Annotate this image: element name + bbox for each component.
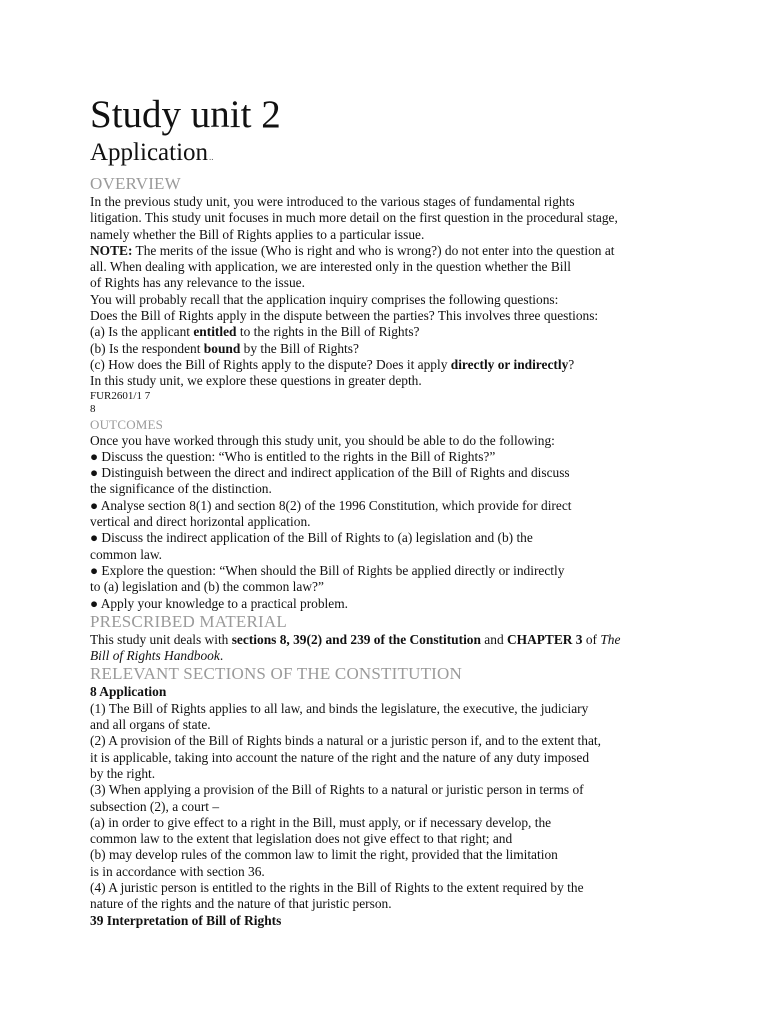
prescribed-heading: PRESCRIBED MATERIAL (90, 611, 287, 631)
outcomes-line: ● Discuss the indirect application of the Bill of Rights to (a) legislation and (b) the (90, 530, 533, 546)
outcomes-line: ● Explore the question: “When should the Bill of Rights be applied directly or indirectly (90, 562, 565, 578)
overview-line: all. When dealing with application, we are interested only in the question whether the Bill (90, 259, 571, 275)
outcomes-line: vertical and direct horizontal application. (90, 514, 311, 530)
outcomes-line: the significance of the distinction. (90, 481, 272, 497)
prescribed-book-title-end: Bill of Rights Handbook (90, 648, 220, 664)
outcomes-heading: OUTCOMES (90, 416, 164, 432)
note-text: The merits of the issue (Who is right and who is wrong?) do not enter into the question at (132, 242, 615, 258)
note-line (90, 243, 668, 259)
prescribed-pre: This study unit deals with (90, 631, 232, 647)
overview-line: You will probably recall that the application inquiry comprises the following questions: (90, 291, 559, 307)
section-8-title-text: 8 Application (90, 684, 167, 700)
section-8-line: subsection (2), a court – (90, 798, 220, 814)
overview-line: litigation. This study unit focuses in much more detail on the first question in the procedural stage, (90, 210, 618, 226)
section-8-line: (1) The Bill of Rights applies to all law, and binds the legislature, the executive, the judiciary (90, 700, 589, 716)
question-c-pre: (c) How does the Bill of Rights apply to the dispute? Does it apply (90, 356, 451, 372)
subtitle-tail: .. (209, 152, 214, 162)
overview-line: of Rights has any relevance to the issue. (90, 275, 305, 291)
section-8-line: and all organs of state. (90, 717, 211, 733)
overview-line: namely whether the Bill of Rights applies to a particular issue. (90, 226, 425, 242)
section-8-line: (4) A juristic person is entitled to the rights in the Bill of Rights to the extent required by the (90, 879, 584, 895)
section-8-line: (3) When applying a provision of the Bill of Rights to a natural or juristic person in terms of (90, 782, 584, 798)
prescribed-sections: sections 8, 39(2) and 239 of the Constitution (231, 631, 481, 647)
overview-line: Does the Bill of Rights apply in the dispute between the parties? This involves three questions: (90, 308, 599, 324)
prescribed-book-title-start: The (600, 631, 621, 647)
section-8-line: (2) A provision of the Bill of Rights binds a natural or a juristic person if, and to the extent that, (90, 733, 601, 749)
question-a-bold: entitled (193, 324, 237, 340)
outcomes-line: ● Apply your knowledge to a practical problem. (90, 595, 348, 611)
prescribed-line (90, 648, 668, 664)
section-8-line: (a) in order to give effect to a right in the Bill, must apply, or if necessary develop, the (90, 814, 552, 830)
overview-closing: In this study unit, we explore these questions in greater depth. (90, 373, 422, 389)
question-b (90, 341, 668, 357)
prescribed-end: . (219, 648, 224, 664)
section-39-title (90, 913, 668, 929)
overview-heading: OVERVIEW (90, 174, 181, 193)
question-c-post: ? (568, 356, 575, 372)
section-8-line: common law to the extent that legislation does not give effect to that right; and (90, 831, 513, 847)
footer-reference: FUR2601/1 7 (90, 389, 151, 402)
prescribed-line (90, 632, 668, 648)
outcomes-line: ● Analyse section 8(1) and section 8(2) of the 1996 Constitution, which provide for direct (90, 497, 572, 513)
section-8-line: (b) may develop rules of the common law to limit the right, provided that the limitation (90, 847, 558, 863)
question-a-post: to the rights in the Bill of Rights? (236, 324, 420, 340)
outcomes-line: ● Distinguish between the direct and indirect application of the Bill of Rights and discuss (90, 465, 570, 481)
outcomes-line: Once you have worked through this study unit, you should be able to do the following: (90, 432, 555, 448)
section-8-line: it is applicable, taking into account the nature of the right and the nature of any duty imposed (90, 749, 590, 765)
prescribed-chapter: CHAPTER 3 (506, 631, 583, 647)
question-c (90, 357, 668, 373)
section-8-line: nature of the rights and the nature of that juristic person. (90, 896, 392, 912)
question-a-pre: (a) Is the applicant (90, 324, 194, 340)
page-subtitle (90, 138, 668, 172)
page-title: Study unit 2 (90, 93, 281, 136)
question-b-pre: (b) Is the respondent (90, 340, 204, 356)
question-c-bold: directly or indirectly (450, 356, 569, 372)
relevant-sections-heading: RELEVANT SECTIONS OF THE CONSTITUTION (90, 664, 462, 684)
prescribed-mid: and (480, 631, 507, 647)
outcomes-line: to (a) legislation and (b) the common law?” (90, 579, 324, 595)
question-a (90, 324, 668, 340)
section-39-title-text: 39 Interpretation of Bill of Rights (90, 912, 282, 928)
page-number: 8 (90, 403, 96, 416)
subtitle-text: Application (90, 139, 209, 166)
question-b-bold: bound (203, 340, 241, 356)
outcomes-line: common law. (90, 546, 163, 562)
section-8-title (90, 684, 668, 700)
question-b-post: by the Bill of Rights? (240, 340, 359, 356)
note-label: NOTE: (90, 242, 133, 258)
outcomes-line: ● Discuss the question: “Who is entitled to the rights in the Bill of Rights?” (90, 448, 496, 464)
overview-line: In the previous study unit, you were introduced to the various stages of fundamental rights (90, 194, 575, 209)
section-8-line: is in accordance with section 36. (90, 863, 265, 879)
prescribed-post: of (582, 631, 601, 647)
section-8-line: by the right. (90, 765, 156, 781)
